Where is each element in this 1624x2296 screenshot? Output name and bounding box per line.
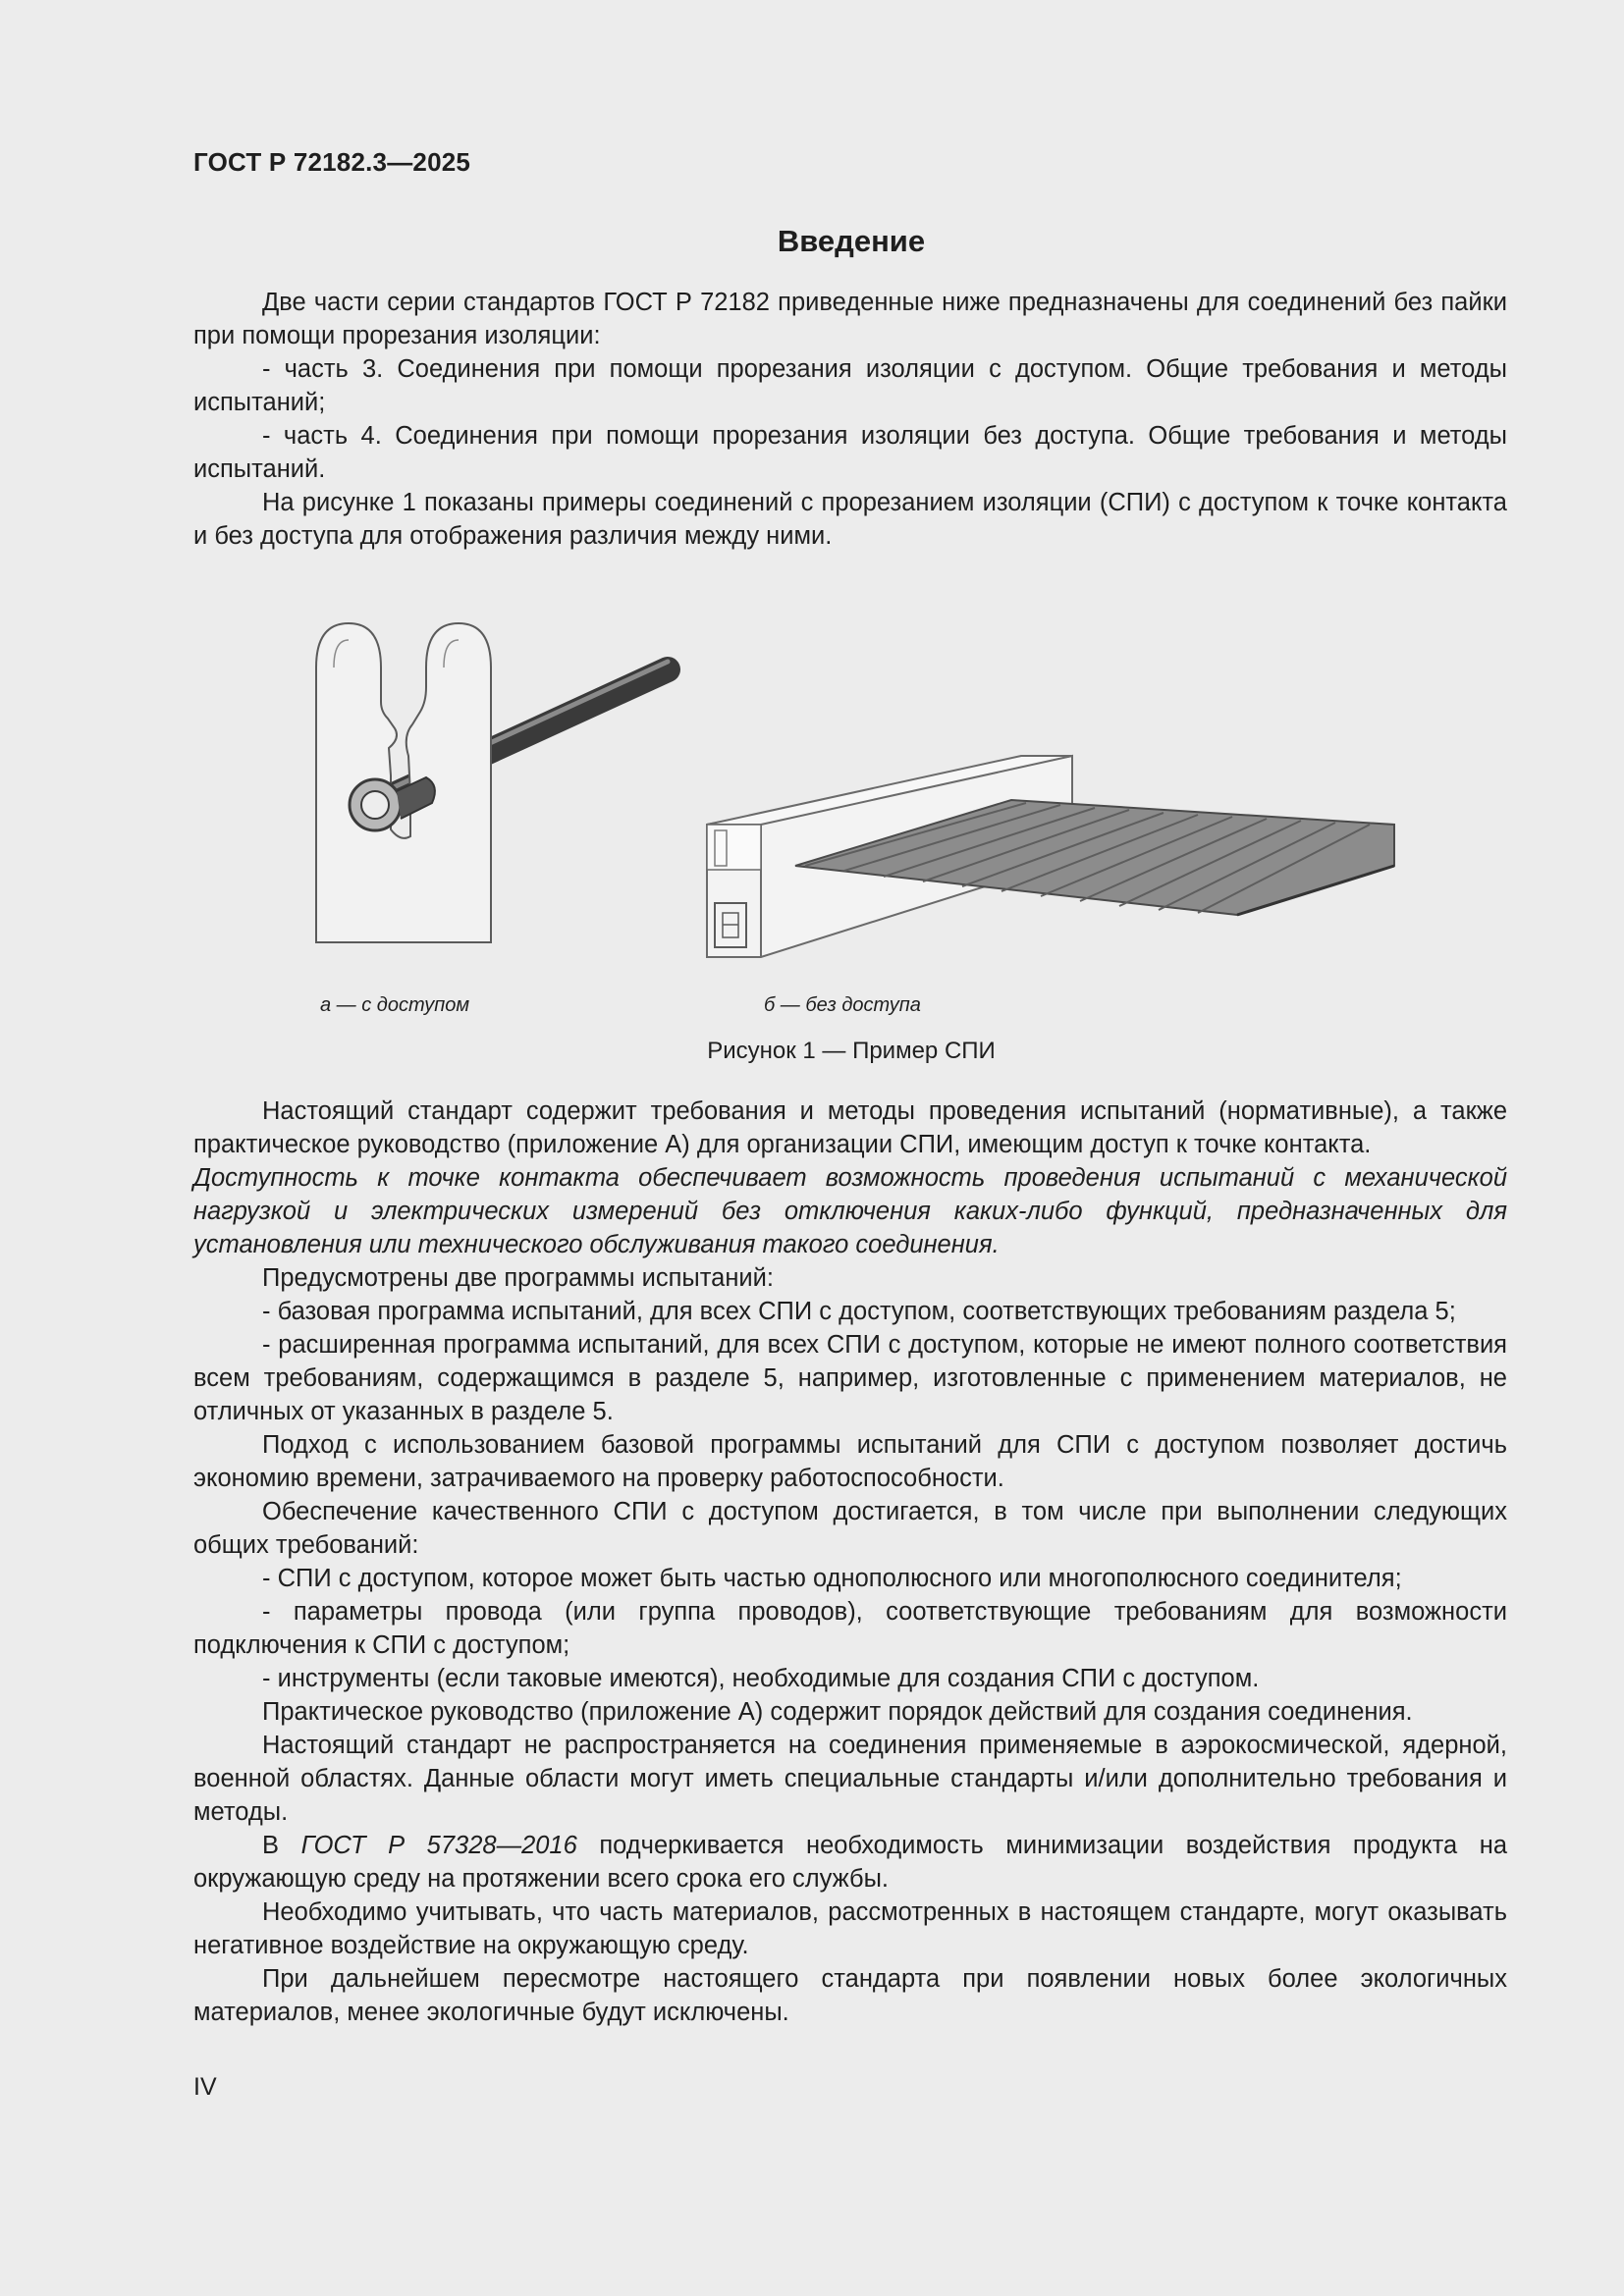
list-item: - часть 3. Соединения при помощи прорезания изоляции с доступом. Общие требования и методы испытаний; <box>193 355 1507 416</box>
text-run: подчеркивается необходимость минимизации воздействия продукта на окружающую среду на протяжении всего срока его службы. <box>193 1832 1507 1893</box>
list-item: - расширенная программа испытаний, для всех СПИ с доступом, которые не имеют полного соответствия всем требованиям, содержащимся в разделе 5, например, изготовленные с применением материалов, не отличных от указанных в разделе 5. <box>193 1331 1507 1425</box>
standard-reference: ГОСТ Р 57328—2016 <box>300 1832 577 1859</box>
list-item: - параметры провода (или группа проводов), соответствующие требованиям для возможности подключения к СПИ с доступом; <box>193 1598 1507 1659</box>
paragraph-italic: Доступность к точке контакта обеспечивает возможность проведения испытаний с механической нагрузкой и электрических измерений без отключения каких-либо функций, предназначенных для установления или технического обслуживания такого соединения. <box>193 1164 1507 1258</box>
paragraph <box>193 1829 1507 1896</box>
idc-without-access-drawing <box>707 756 1394 957</box>
paragraph: Настоящий стандарт содержит требования и методы проведения испытаний (нормативные), а также практическое руководство (приложение А) для организации СПИ, имеющим доступ к точке контакта. <box>193 1097 1507 1158</box>
paragraph: Две части серии стандартов ГОСТ Р 72182 приведенные ниже предназначены для соединений без пайки при помощи прорезания изоляции: <box>193 289 1507 349</box>
section-title: Введение <box>777 224 926 258</box>
intro-text <box>193 286 1507 553</box>
paragraph: Обеспечение качественного СПИ с доступом достигается, в том числе при выполнении следующих общих требований: <box>193 1498 1507 1559</box>
page-number: IV <box>193 2073 217 2101</box>
figure-caption-b: б — без доступа <box>764 994 921 1016</box>
paragraph: При дальнейшем пересмотре настоящего стандарта при появлении новых более экологичных материалов, менее экологичные будут исключены. <box>193 1965 1507 2026</box>
body-text <box>193 1095 1507 2029</box>
paragraph: Практическое руководство (приложение А) содержит порядок действий для создания соединения. <box>262 1698 1413 1726</box>
figure-caption-a: а — с доступом <box>320 994 470 1016</box>
figure-1-illustration <box>295 609 1404 972</box>
text-run: В <box>262 1832 301 1859</box>
list-item: - базовая программа испытаний, для всех СПИ с доступом, соответствующих требованиям раздела 5; <box>262 1298 1456 1325</box>
list-item: - часть 4. Соединения при помощи прорезания изоляции без доступа. Общие требования и методы испытаний. <box>193 422 1507 483</box>
paragraph: Необходимо учитывать, что часть материалов, рассмотренных в настоящем стандарте, могут оказывать негативное воздействие на окружающую среду. <box>193 1898 1507 1959</box>
paragraph: Настоящий стандарт не распространяется на соединения применяемые в аэрокосмической, ядерной, военной областях. Данные области могут иметь специальные стандарты и/или дополнительно требования и методы. <box>193 1732 1507 1826</box>
list-item: - СПИ с доступом, которое может быть частью однополюсного или многополюсного соединителя; <box>262 1565 1402 1592</box>
paragraph: Подход с использованием базовой программы испытаний для СПИ с доступом позволяет достичь экономию времени, затрачиваемого на проверку работоспособности. <box>193 1431 1507 1492</box>
paragraph: На рисунке 1 показаны примеры соединений с прорезанием изоляции (СПИ) с доступом к точке контакта и без доступа для отображения различия между ними. <box>193 489 1507 550</box>
figure-title: Рисунок 1 — Пример СПИ <box>707 1038 996 1064</box>
document-header: ГОСТ Р 72182.3—2025 <box>193 147 471 177</box>
paragraph: Предусмотрены две программы испытаний: <box>262 1264 774 1292</box>
list-item: - инструменты (если таковые имеются), необходимые для создания СПИ с доступом. <box>262 1665 1260 1692</box>
idc-with-access-drawing <box>316 623 668 942</box>
